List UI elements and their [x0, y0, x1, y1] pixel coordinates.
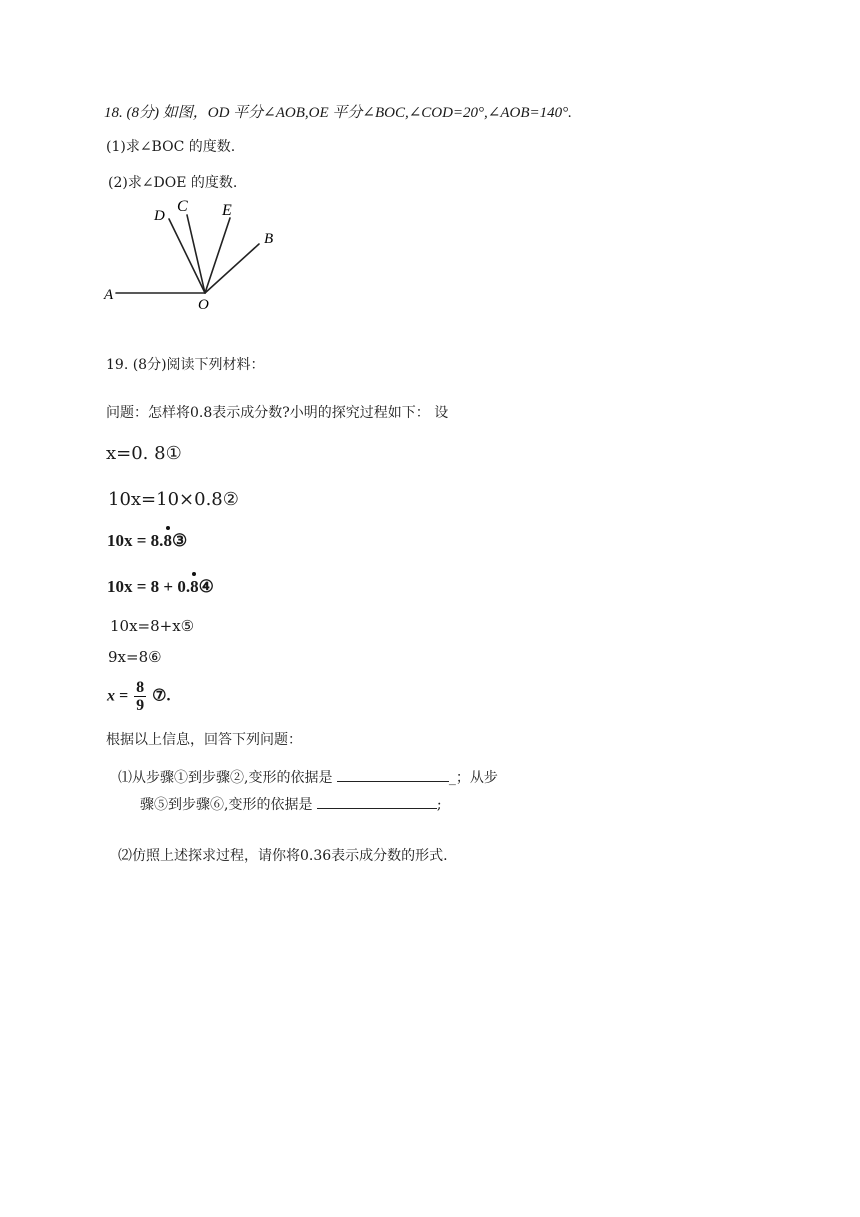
q18-header: 18. (8分) 如图，OD 平分∠AOB,OE 平分∠BOC,∠COD=20°,∠AOB=140°.: [104, 105, 572, 121]
step-4-text: 10x = 8 + 0.: [107, 577, 191, 596]
label-A: A: [104, 287, 114, 303]
q19-header: 19. (8分)阅读下列材料：: [106, 357, 265, 373]
label-D: D: [154, 208, 165, 224]
label-B: B: [264, 231, 274, 247]
q19-sub2: ⑵仿照上述探求过程，请你将0.36表示成分数的形式.: [118, 848, 448, 864]
step-7: [107, 680, 170, 714]
label-C: C: [177, 198, 188, 215]
step-3: [107, 531, 187, 551]
q18-part2: (2)求∠DOE 的度数.: [108, 175, 238, 191]
step-4: [107, 577, 214, 597]
step-7-mark: ⑦.: [152, 687, 171, 705]
q18-part1: (1)求∠BOC 的度数.: [106, 139, 236, 155]
ray-OC: [187, 215, 205, 293]
fraction-numerator: 8: [136, 679, 145, 696]
step-4-repeating-digit: 8: [190, 577, 199, 596]
step-7-lhs: x =: [107, 687, 129, 705]
step-1: x=0. 8①: [106, 443, 182, 464]
answer-blank-2[interactable]: [317, 794, 437, 809]
sub1-line1-tail: _；从步: [448, 770, 498, 786]
fraction-denominator: 9: [136, 697, 145, 714]
step-2: 10x=10×0.8②: [108, 489, 239, 510]
step-3-text: 10x = 8.: [107, 531, 164, 550]
sub1-line2-text: 骤⑤到步骤⑥,变形的依据是: [140, 797, 313, 813]
q19-instruction: 根据以上信息，回答下列问题：: [106, 732, 302, 748]
step-5: 10x=8+x⑤: [110, 617, 195, 635]
q19-sub1-line2: [140, 794, 442, 814]
sub1-line1-text: ⑴从步骤①到步骤②,变形的依据是: [118, 770, 333, 786]
label-O: O: [198, 297, 209, 313]
ray-OD: [169, 219, 205, 293]
step-6: 9x=8⑥: [108, 648, 162, 666]
step-4-mark: ④: [198, 577, 214, 596]
step-7-fraction: [134, 680, 146, 714]
angle-figure: [96, 192, 296, 314]
answer-blank-1[interactable]: [337, 767, 449, 782]
step-3-repeating-digit: 8: [163, 531, 172, 550]
q19-problem: 问题：怎样将0.8表示成分数?小明的探究过程如下： 设: [106, 405, 449, 421]
sub1-line2-tail: ;: [436, 797, 442, 813]
q19-sub1-line1: [118, 767, 498, 787]
step-3-mark: ③: [171, 531, 188, 550]
label-E: E: [222, 202, 232, 219]
